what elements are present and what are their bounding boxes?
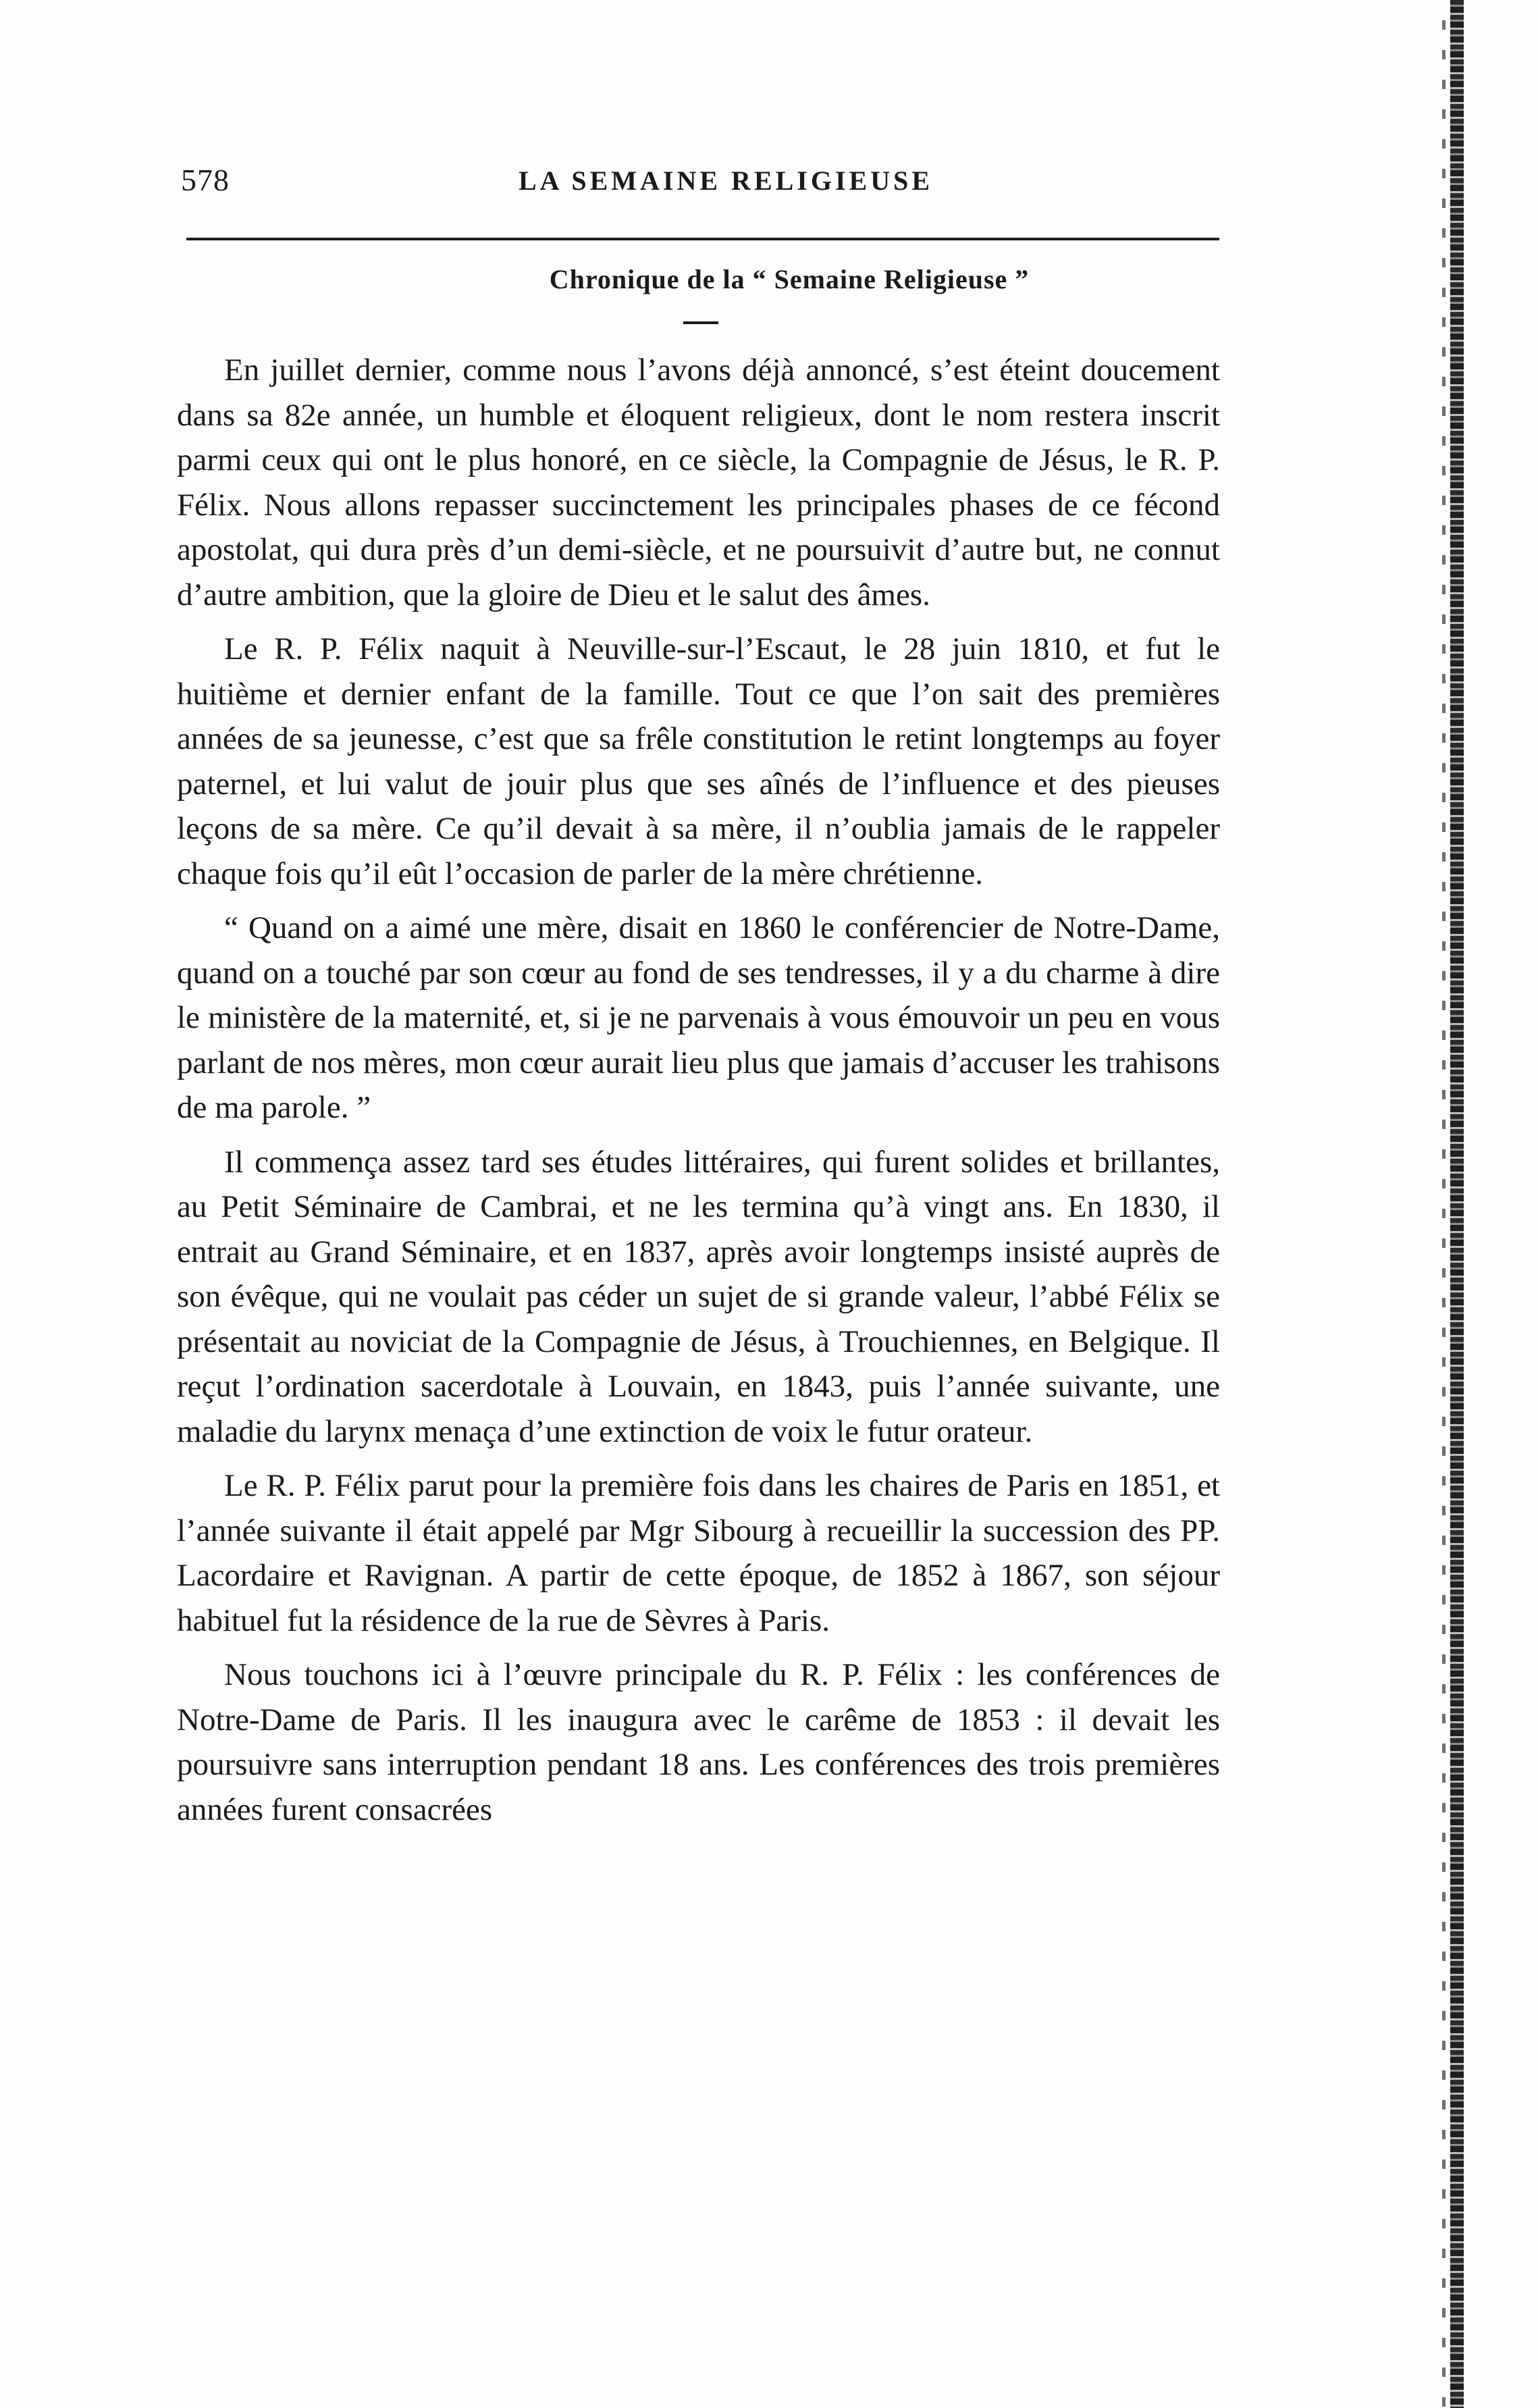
paragraph-4: Il commença assez tard ses études littéraires, qui furent solides et brillantes, au Petit Séminaire de Cambrai, et ne les termina qu’à vingt ans. En 1830, il entrait au Grand Séminaire, et en 1837, après avoir longtemps insisté auprès de son évêque, qui ne voulait pas céder un sujet de si grande valeur, l’abbé Félix se présentait au noviciat de la Compagnie de Jésus, à Trouchiennes, en Belgique. Il reçut l’ordination sacerdotale à Louvain, en 1843, puis l’année suivante, une maladie du larynx menaça d’une extinction de voix le futur orateur. — [177, 1144, 1220, 1449]
running-title: LA SEMAINE RELIGIEUSE — [519, 165, 934, 196]
paragraph-2: Le R. P. Félix naquit à Neuville-sur-l’Escaut, le 28 juin 1810, et fut le huitième et dernier enfant de la famille. Tout ce que l’on sait des premières années de sa jeunesse, c’est que sa frêle constitution le retint longtemps au foyer paternel, et lui valut de jouir plus que ses aînés de l’influence et des pieuses leçons de sa mère. Ce qu’il devait à sa mère, il n’oublia jamais de le rappeler chaque fois qu’il eût l’occasion de parler de la mère chrétienne. — [177, 631, 1220, 891]
title-dash — [683, 321, 718, 324]
article-body — [177, 348, 1220, 1841]
binding-shadow — [1442, 0, 1446, 2408]
paragraph-1: En juillet dernier, comme nous l’avons déjà annoncé, s’est éteint doucement dans sa 82e année, un humble et éloquent religieux, dont le nom restera inscrit parmi ceux qui ont le plus honoré, en ce siècle, la Compagnie de Jésus, le R. P. Félix. Nous allons repasser succinctement les principales phases de ce fécond apostolat, qui dura près d’un demi-siècle, et ne poursuivit d’autre but, ne connut d’autre ambition, que la gloire de Dieu et le salut des âmes. — [177, 352, 1220, 612]
running-header — [181, 162, 1221, 216]
paragraph-3: “ Quand on a aimé une mère, disait en 1860 le conférencier de Notre-Dame, quand on a touché par son cœur au fond de ses tendresses, il y a du charme à dire le ministère de la maternité, et, si je ne parvenais à vous émouvoir un peu en vous parlant de nos mères, mon cœur aurait lieu plus que jamais d’accuser les trahisons de ma parole. ” — [177, 910, 1220, 1125]
paragraph-6: Nous touchons ici à l’œuvre principale du R. P. Félix : les conférences de Notre-Dame de Paris. Il les inaugura avec le carême de 1853 : il devait les poursuivre sans interruption pendant 18 ans. Les conférences des trois premières années furent consacrées — [177, 1657, 1220, 1827]
page-number: 578 — [181, 163, 230, 197]
header-rule — [186, 238, 1219, 240]
chronicle-title: Chronique de la “ Semaine Religieuse ” — [549, 264, 1030, 294]
binding-edge — [1450, 0, 1464, 2408]
paragraph-5: Le R. P. Félix parut pour la première fois dans les chaires de Paris en 1851, et l’année suivante il était appelé par Mgr Sibourg à recueillir la succession des PP. Lacordaire et Ravignan. A partir de cette époque, de 1852 à 1867, son séjour habituel fut la résidence de la rue de Sèvres à Paris. — [177, 1468, 1220, 1638]
